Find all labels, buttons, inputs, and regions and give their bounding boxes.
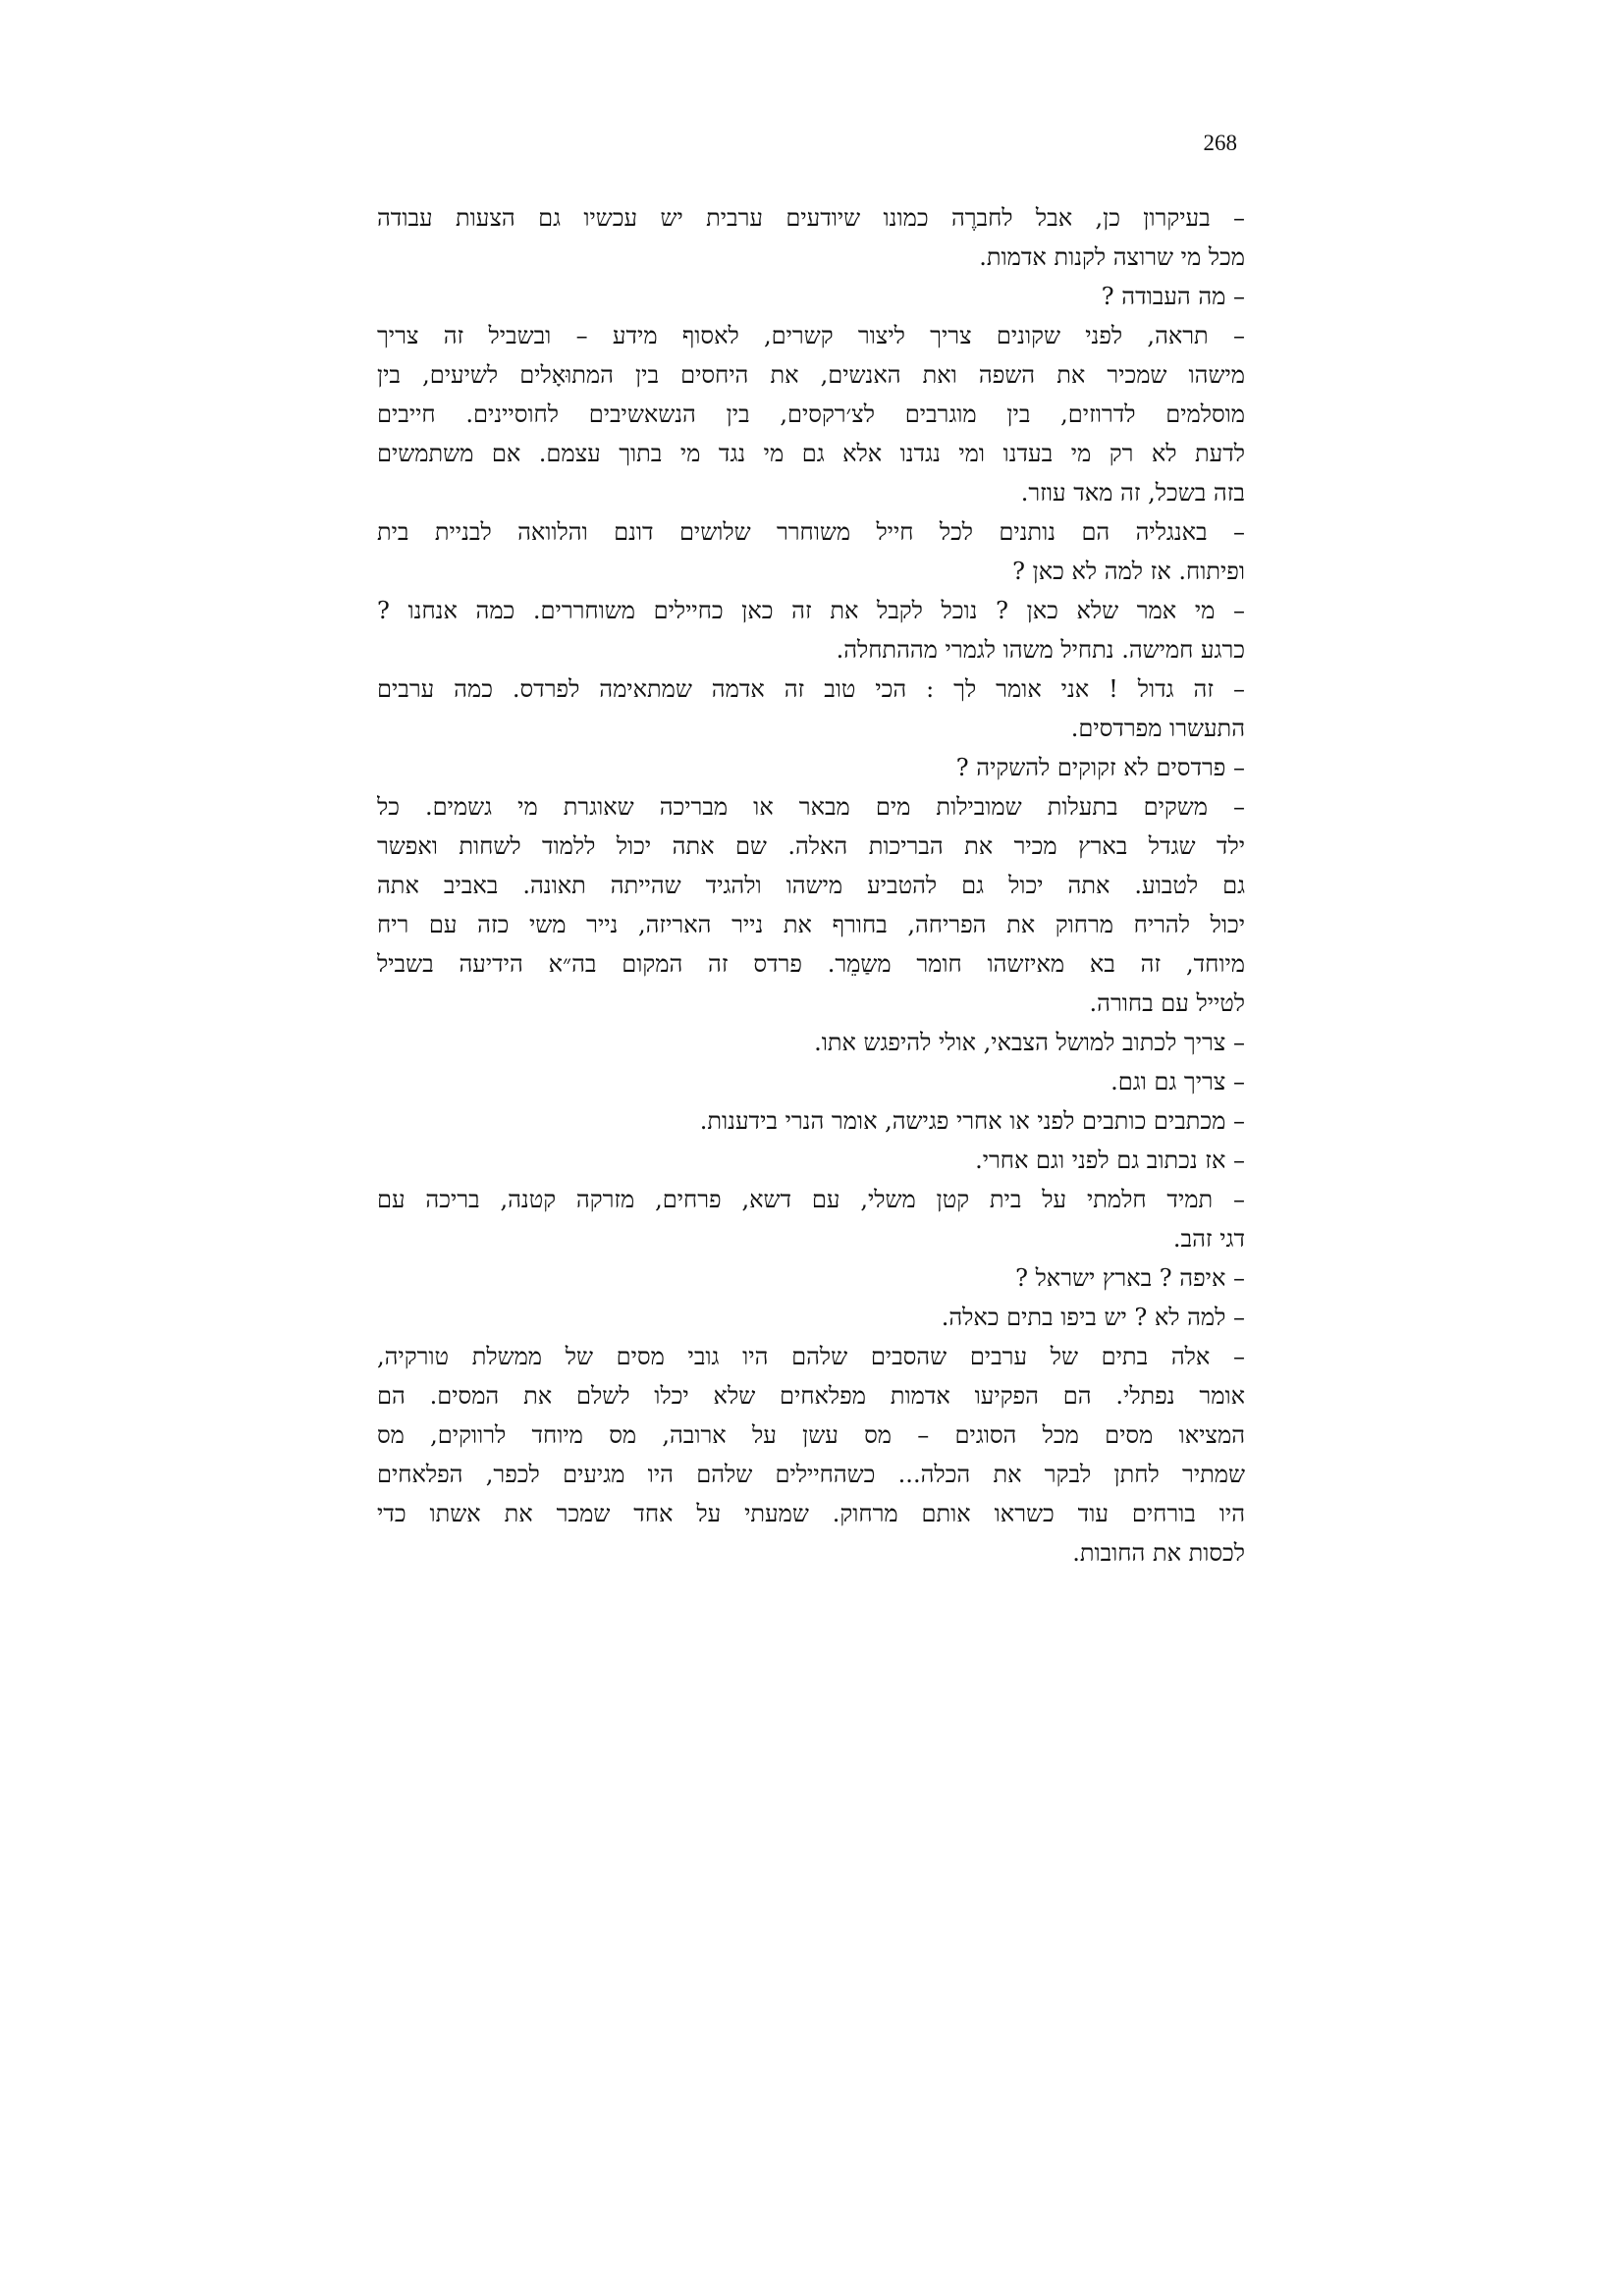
text-line: – תראה, לפני שקונים צריך ליצור קשרים, לאסוף מידע – ובשביל זה צריך — [377, 322, 1245, 349]
text-line: יכול להריח מרחוק את הפריחה, בחורף את נייר האריזה, נייר משי כזה עם ריח — [377, 911, 1245, 938]
text-line: – מי אמר שלא כאן ? נוכל לקבל את זה כאן כחיילים משוחררים. כמה אנחנו ? — [377, 597, 1245, 624]
text-line: דגי זהב. — [1172, 1225, 1245, 1253]
text-line: – איפה ? בארץ ישראל ? — [1015, 1264, 1245, 1292]
text-line: כרגע חמישה. נתחיל משהו לגמרי מההתחלה. — [836, 636, 1245, 664]
text-line: בזה בשכל, זה מאד עוזר. — [1020, 479, 1245, 507]
text-line: – למה לא ? יש ביפו בתים כאלה. — [941, 1304, 1245, 1331]
text-line: שמתיר לחתן לבקר את הכלה... כשהחיילים שלהם היו מגיעים לכפר, הפלאחים — [377, 1461, 1245, 1488]
text-line: – בעיקרון כן, אבל לחברֶה כמונו שיודעים ערבית יש עכשיו גם הצעות עבודה — [377, 204, 1245, 232]
text-line: מכל מי שרוצה לקנות אדמות. — [979, 243, 1245, 271]
text-line: – מה העבודה ? — [1101, 283, 1245, 310]
text-line: מיוחד, זה בא מאיזשהו חומר משַמֵר. פרדס זה המקום בה״א הידיעה בשביל — [377, 950, 1245, 978]
body-text — [377, 198, 1245, 1573]
text-line: אומר נפתלי. הם הפקיעו אדמות מפלאחים שלא יכלו לשלם את המסים. הם — [377, 1382, 1245, 1410]
text-line: המציאו מסים מכל הסוגים – מס עשן על ארובה, מס מיוחד לרווקים, מס — [377, 1421, 1245, 1449]
text-line: – צריך לכתוב למושל הצבאי, אולי להיפגש אתו. — [814, 1029, 1245, 1056]
text-line: לדעת לא רק מי בעדנו ומי נגדנו אלא גם מי נגד מי בתוך עצמם. אם משתמשים — [377, 440, 1245, 467]
text-line: מישהו שמכיר את השפה ואת האנשים, את היחסים בין המתוּאָלים לשיעים, בין — [377, 361, 1245, 389]
text-line: – באנגליה הם נותנים לכל חייל משוחרר שלושים דונם והלוואה לבניית בית — [377, 518, 1245, 546]
text-line: – אז נכתוב גם לפני וגם אחרי. — [975, 1147, 1245, 1174]
page-number: 268 — [1203, 131, 1237, 155]
text-line: לכסות את החובות. — [1072, 1539, 1245, 1567]
text-line: – פרדסים לא זקוקים להשקיה ? — [955, 754, 1245, 781]
text-line: היו בורחים עוד כשראו אותם מרחוק. שמעתי על אחד שמכר את אשתו כדי — [377, 1500, 1245, 1527]
text-line: לטייל עם בחורה. — [1089, 989, 1245, 1017]
text-line: גם לטבוע. אתה יכול גם להטביע מישהו ולהגיד שהייתה תאונה. באביב אתה — [377, 872, 1245, 899]
text-line: – משקים בתעלות שמובילות מים מבאר או מבריכה שאוגרת מי גשמים. כל — [377, 793, 1245, 821]
text-line: התעשרו מפרדסים. — [1070, 715, 1245, 742]
text-line: – צריך גם וגם. — [1110, 1068, 1245, 1095]
text-line: – תמיד חלמתי על בית קטן משלי, עם דשא, פרחים, מזרקה קטנה, בריכה עם — [377, 1186, 1245, 1213]
text-line: – מכתבים כותבים לפני או אחרי פגישה, אומר הנרי בידענות. — [699, 1107, 1245, 1135]
text-line: ופיתוח. אז למה לא כאן ? — [1012, 558, 1245, 585]
text-line: – זה גדול ! אני אומר לך : הכי טוב זה אדמה שמתאימה לפרדס. כמה ערבים — [377, 675, 1245, 703]
text-line: ילד שגדל בארץ מכיר את הבריכות האלה. שם אתה יכול ללמוד לשחות ואפשר — [377, 832, 1245, 860]
text-line: מוסלמים לדרוזים, בין מוגרבים לצ׳רקסים, בין הנשאשיבים לחוסיינים. חייבים — [377, 400, 1245, 428]
text-line: – אלה בתים של ערבים שהסבים שלהם היו גובי מסים של ממשלת טורקיה, — [377, 1343, 1245, 1370]
